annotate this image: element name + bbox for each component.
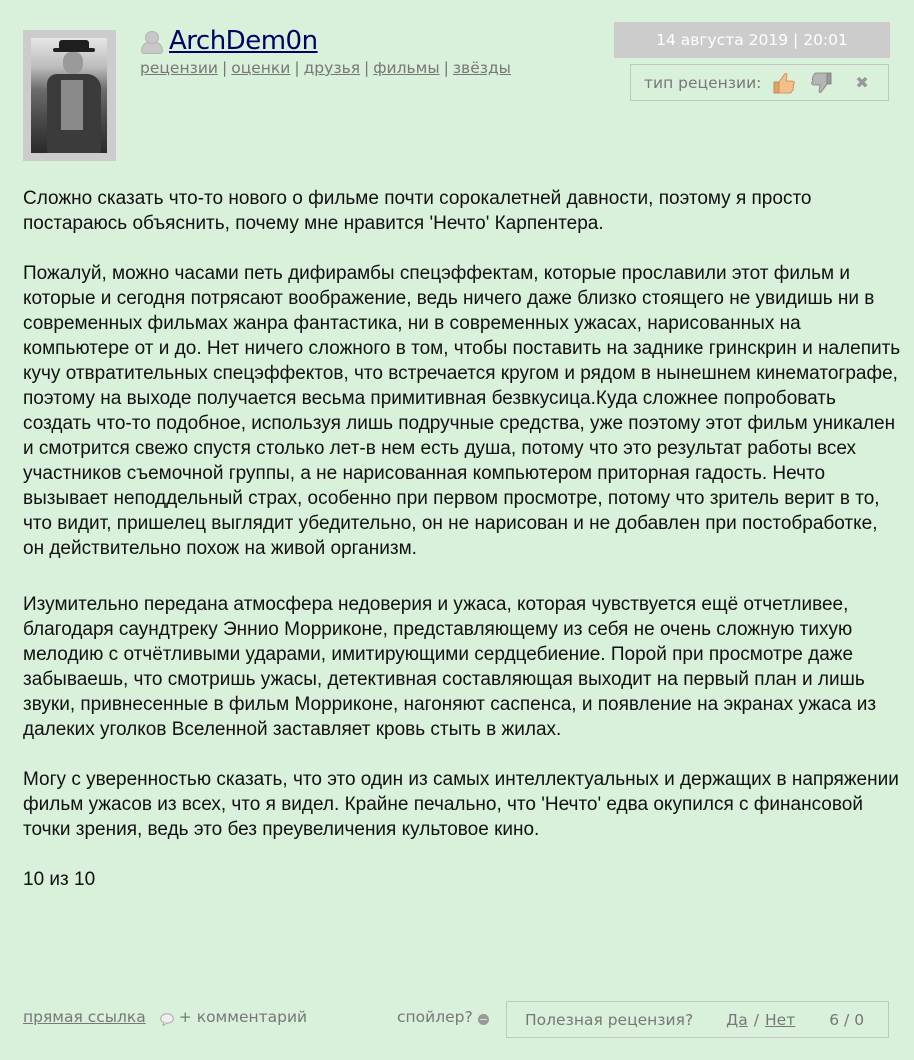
author-link-friends[interactable]: друзья [303, 59, 361, 77]
author-link-stars[interactable]: звёзды [452, 59, 511, 77]
review-score: 10 из 10 [23, 869, 96, 890]
author-link-ratings[interactable]: оценки [231, 59, 291, 77]
spoiler-label[interactable]: спойлер? [397, 1008, 473, 1026]
separator: | [364, 59, 370, 77]
review-text [23, 186, 903, 892]
helpful-vote-count: 6 / 0 [829, 1010, 865, 1029]
author-links [140, 59, 511, 77]
review-paragraph: Пожалуй, можно часами петь дифирамбы спецэффектам, которые прославили этот фильм и которые и сегодня потрясают воображение, ведь ничего даже близко стоящего не увидишь ни в современных фильмах жанра фантастика, ни в современных ужасах, нарисованных на компьютере от и до. Нет ничего сложного в том, чтобы поставить на заднике гринскрин и налепить кучу отвратительных спецэффектов, что встречается кругом и рядом в нынешнем кинематографе, поэтому на выходе получается весьма примитивная безвкусица.Куда сложнее попробовать создать что-то подобное, используя лишь подручные средства, уже поэтому этот фильм уникален и смотрится свежо спустя столько лет-в нем есть душа, потому что это результат работы всех участников съемочной группы, а не нарисованная компьютером приторная гадость. Нечто вызывает неподдельный страх, особенно при первом просмотре, потому что зритель верит в то, что видит, пришелец выглядит убедительно, он не нарисован и не добавлен при постобработке, он действительно похож на живой организм. [23, 263, 901, 559]
separator: / [753, 1010, 760, 1029]
review-date: 14 августа 2019 | 20:01 [614, 22, 890, 58]
author-link-films[interactable]: фильмы [373, 59, 440, 77]
separator: | [294, 59, 300, 77]
add-comment-button[interactable]: + комментарий [178, 1008, 308, 1026]
author-username-link[interactable]: ArchDem0n [169, 26, 318, 56]
review-paragraph: Могу с уверенностью сказать, что это один из самых интеллектуальных и держащих в напряжении фильм ужасов из всех, что я видел. Крайне печально, что 'Нечто' едва окупился с финансовой точки зрения, ведь это без преувеличения культовое кино. [23, 769, 899, 840]
user-icon [140, 29, 162, 53]
thumbs-down-icon[interactable] [807, 70, 833, 96]
avatar-image[interactable] [31, 38, 107, 153]
review-paragraph: Изумительно передана атмосфера недоверия и ужаса, которая чувствуется ещё отчетливее, благодаря саундтреку Эннио Морриконе, представляющему из себя не очень сложную тихую мелодию с отчётливыми ударами, имитирующими сердцебиение. Порой при просмотре даже забываешь, что смотришь ужасы, детективная составляющая выходит на первый план и лишь звуки, привнесенные в фильм Морриконе, нагоняют саспенса, и появление на экранах ужаса из далеких уголков Вселенной заставляет кровь стыть в жилах. [23, 594, 877, 740]
helpful-no-link[interactable]: Нет [765, 1010, 796, 1029]
spoiler-toggle[interactable] [397, 1008, 489, 1026]
separator: | [221, 59, 228, 77]
review-paragraph: Сложно сказать что-то нового о фильме почти сорокалетней давности, поэтому я просто постараюсь объяснить, почему мне нравится 'Нечто' Карпентера. [23, 188, 812, 234]
separator: | [443, 59, 449, 77]
spoiler-icon[interactable] [478, 1014, 489, 1025]
avatar[interactable] [23, 30, 116, 161]
review-footer-actions [23, 1008, 307, 1026]
permalink-link[interactable]: прямая ссылка [23, 1008, 146, 1026]
review-type-label: тип рецензии: [644, 73, 762, 92]
comment-bubble-icon [160, 1012, 174, 1024]
helpful-review-box [506, 1001, 889, 1038]
close-icon[interactable]: ✖ [855, 73, 869, 92]
author-info [140, 26, 511, 77]
helpful-label: Полезная рецензия? [525, 1010, 694, 1029]
thumbs-up-icon[interactable] [771, 70, 797, 96]
review-type-box [630, 64, 889, 101]
helpful-yes-link[interactable]: Да [726, 1010, 748, 1029]
author-link-reviews[interactable]: рецензии [140, 59, 218, 77]
